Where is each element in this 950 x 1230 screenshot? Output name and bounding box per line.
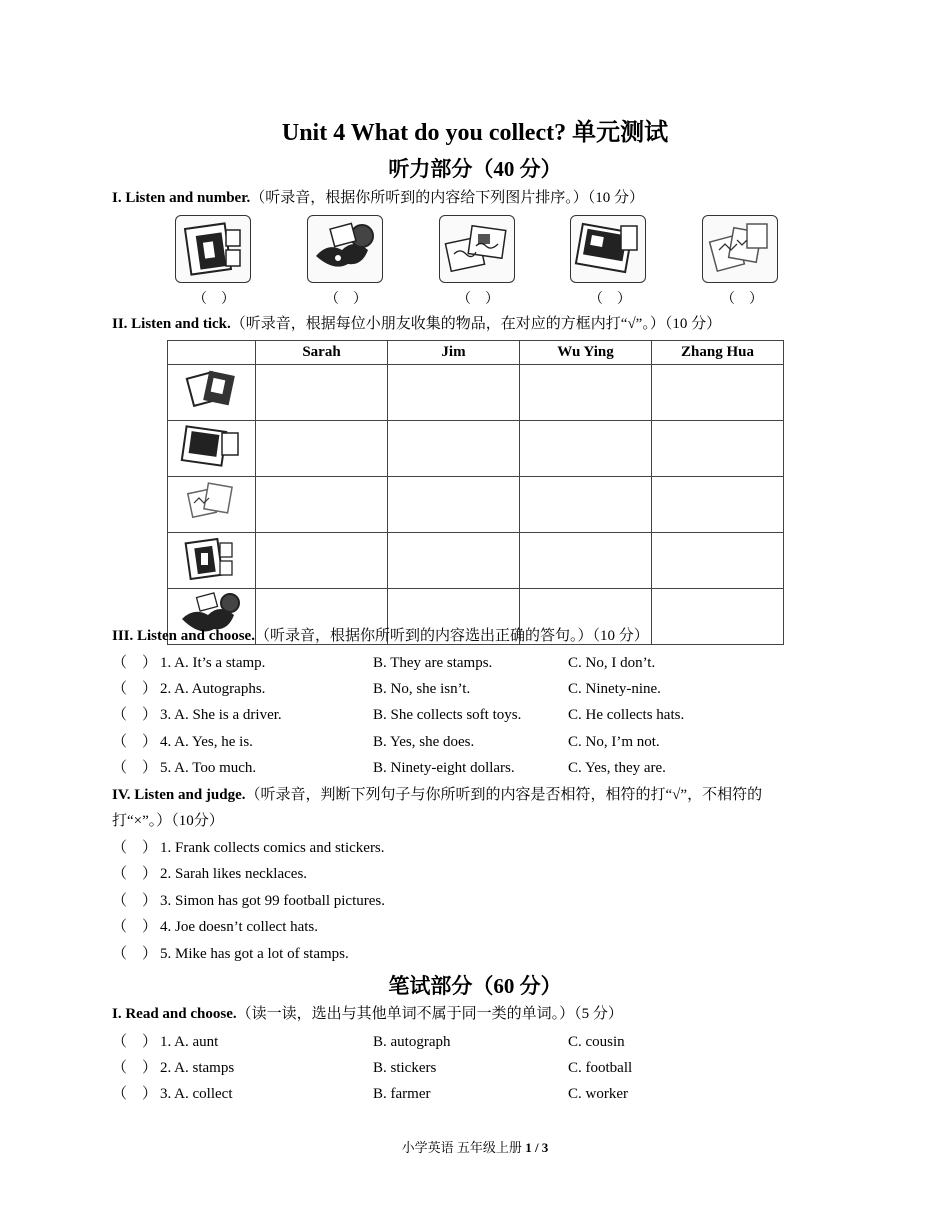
footer-subject: 小学英语 五年级上册 xyxy=(401,1140,526,1155)
option-b: B. They are stamps. xyxy=(373,655,493,671)
table-header-row xyxy=(168,341,784,365)
answer-paren[interactable]: （ ） xyxy=(112,1086,158,1102)
tick-cell[interactable] xyxy=(652,533,784,589)
tick-cell[interactable] xyxy=(388,533,520,589)
part1-instruction: （听录音，根据你所听到的内容给下列图片排序。）（10 分） xyxy=(250,190,645,206)
tick-cell[interactable] xyxy=(256,365,388,421)
autograph-cards-picture xyxy=(439,215,515,283)
comic-book-picture xyxy=(570,215,646,283)
option-a: 4. A. Yes, he is. xyxy=(160,734,253,750)
option-a: 2. A. Autographs. xyxy=(160,681,266,697)
question-row xyxy=(112,1032,625,1052)
option-b: B. No, she isn’t. xyxy=(373,681,471,697)
part4-instruction-continued: 打“×”。）（10分） xyxy=(112,813,224,829)
statement-text: 4. Joe doesn’t collect hats. xyxy=(160,919,319,935)
tick-table xyxy=(167,340,784,645)
part2-heading xyxy=(112,313,721,335)
statement-row xyxy=(112,944,349,964)
statement-row xyxy=(112,864,308,884)
row-picture-comics xyxy=(168,421,256,477)
statement-text: 5. Mike has got a lot of stamps. xyxy=(160,946,349,962)
footer-page-number: 1 / 3 xyxy=(525,1140,549,1155)
tick-cell[interactable] xyxy=(256,533,388,589)
statement-row xyxy=(112,838,385,858)
statement-text: 2. Sarah likes necklaces. xyxy=(160,866,308,882)
tick-cell[interactable] xyxy=(652,365,784,421)
option-b: B. She collects soft toys. xyxy=(373,707,522,723)
tick-cell[interactable] xyxy=(388,365,520,421)
answer-paren[interactable]: （ ） xyxy=(112,681,158,697)
table-row xyxy=(168,421,784,477)
answer-paren[interactable]: （ ） xyxy=(112,655,158,671)
question-row xyxy=(112,1084,628,1104)
part4-label: IV. Listen and judge. xyxy=(112,787,246,803)
option-b: B. autograph xyxy=(373,1034,451,1050)
part5-label: I. Read and choose. xyxy=(112,1006,237,1022)
tick-cell[interactable] xyxy=(256,477,388,533)
part1-label: I. Listen and number. xyxy=(112,190,251,206)
tick-cell[interactable] xyxy=(256,421,388,477)
option-c: C. cousin xyxy=(568,1034,625,1050)
option-a: 3. A. collect xyxy=(160,1086,233,1102)
option-c: C. No, I’m not. xyxy=(568,734,660,750)
answer-paren[interactable]: （ ） xyxy=(112,840,158,856)
part4-instruction: （听录音，判断下列句子与你所听到的内容是否相符，相符的打“√”，不相符的 xyxy=(245,787,763,803)
part3-instruction: （听录音，根据你所听到的内容选出正确的答句。）（10 分） xyxy=(254,628,649,644)
row-picture-autographs xyxy=(168,477,256,533)
answer-paren[interactable]: （ ） xyxy=(112,734,158,750)
tick-cell[interactable] xyxy=(520,421,652,477)
table-row xyxy=(168,477,784,533)
column-header: Wu Ying xyxy=(520,341,652,365)
answer-paren[interactable]: （ ） xyxy=(325,292,367,307)
stickers-picture xyxy=(702,215,778,283)
option-b: B. farmer xyxy=(373,1086,431,1102)
question-row xyxy=(112,679,661,699)
answer-paren[interactable]: （ ） xyxy=(112,919,158,935)
tick-cell[interactable] xyxy=(520,365,652,421)
option-a: 1. A. aunt xyxy=(160,1034,219,1050)
option-b: B. Ninety-eight dollars. xyxy=(373,760,515,776)
part1-heading xyxy=(112,187,644,209)
answer-paren[interactable]: （ ） xyxy=(112,866,158,882)
part4-heading xyxy=(112,784,762,806)
question-row xyxy=(112,705,685,725)
answer-paren[interactable]: （ ） xyxy=(112,893,158,909)
question-row xyxy=(112,1058,633,1078)
table-row xyxy=(168,365,784,421)
option-c: C. worker xyxy=(568,1086,628,1102)
option-c: C. No, I don’t. xyxy=(568,655,656,671)
page-title: Unit 4 What do you collect? 单元测试 xyxy=(281,120,669,146)
answer-paren[interactable]: （ ） xyxy=(112,1034,158,1050)
part2-label: II. Listen and tick. xyxy=(112,316,231,332)
writing-heading: 笔试部分（60 分） xyxy=(388,974,562,998)
question-row xyxy=(112,732,660,752)
question-row xyxy=(112,653,656,673)
tick-cell[interactable] xyxy=(388,421,520,477)
part3-label: III. Listen and choose. xyxy=(112,628,255,644)
tick-cell[interactable] xyxy=(520,477,652,533)
option-a: 1. A. It’s a stamp. xyxy=(160,655,266,671)
tick-cell[interactable] xyxy=(520,533,652,589)
answer-paren[interactable]: （ ） xyxy=(589,292,631,307)
part3-heading xyxy=(112,625,649,647)
statement-text: 1. Frank collects comics and stickers. xyxy=(160,840,385,856)
option-b: B. stickers xyxy=(373,1060,437,1076)
answer-paren[interactable]: （ ） xyxy=(112,707,158,723)
tick-cell[interactable] xyxy=(652,421,784,477)
option-b: B. Yes, she does. xyxy=(373,734,475,750)
column-header: Jim xyxy=(388,341,520,365)
soft-toy-picture xyxy=(307,215,383,283)
part2-instruction: （听录音，根据每位小朋友收集的物品，在对应的方框内打“√”。）（10 分） xyxy=(230,316,722,332)
option-a: 2. A. stamps xyxy=(160,1060,235,1076)
answer-paren[interactable]: （ ） xyxy=(112,1060,158,1076)
option-c: C. Yes, they are. xyxy=(568,760,666,776)
statement-row xyxy=(112,917,319,937)
page-footer xyxy=(0,1137,950,1156)
part5-heading xyxy=(112,1003,623,1025)
answer-paren[interactable]: （ ） xyxy=(721,292,763,307)
table-row xyxy=(168,533,784,589)
row-picture-stamps xyxy=(168,533,256,589)
column-header: Zhang Hua xyxy=(652,341,784,365)
tick-cell[interactable] xyxy=(388,477,520,533)
option-c: C. Ninety-nine. xyxy=(568,681,661,697)
answer-paren[interactable]: （ ） xyxy=(112,760,158,776)
tick-cell[interactable] xyxy=(652,477,784,533)
stamp-album-picture xyxy=(175,215,251,283)
statement-row xyxy=(112,891,385,911)
listening-heading: 听力部分（40 分） xyxy=(388,157,562,181)
answer-paren[interactable]: （ ） xyxy=(193,292,235,307)
option-a: 5. A. Too much. xyxy=(160,760,257,776)
option-a: 3. A. She is a driver. xyxy=(160,707,282,723)
row-picture-stickers xyxy=(168,365,256,421)
column-header: Sarah xyxy=(256,341,388,365)
question-row xyxy=(112,758,666,778)
answer-paren[interactable]: （ ） xyxy=(457,292,499,307)
corner-cell xyxy=(168,341,256,365)
option-c: C. He collects hats. xyxy=(568,707,685,723)
part5-instruction: （读一读，选出与其他单词不属于同一类的单词。）（5 分） xyxy=(236,1006,623,1022)
answer-paren[interactable]: （ ） xyxy=(112,946,158,962)
option-c: C. football xyxy=(568,1060,633,1076)
statement-text: 3. Simon has got 99 football pictures. xyxy=(160,893,385,909)
tick-cell[interactable] xyxy=(652,589,784,645)
